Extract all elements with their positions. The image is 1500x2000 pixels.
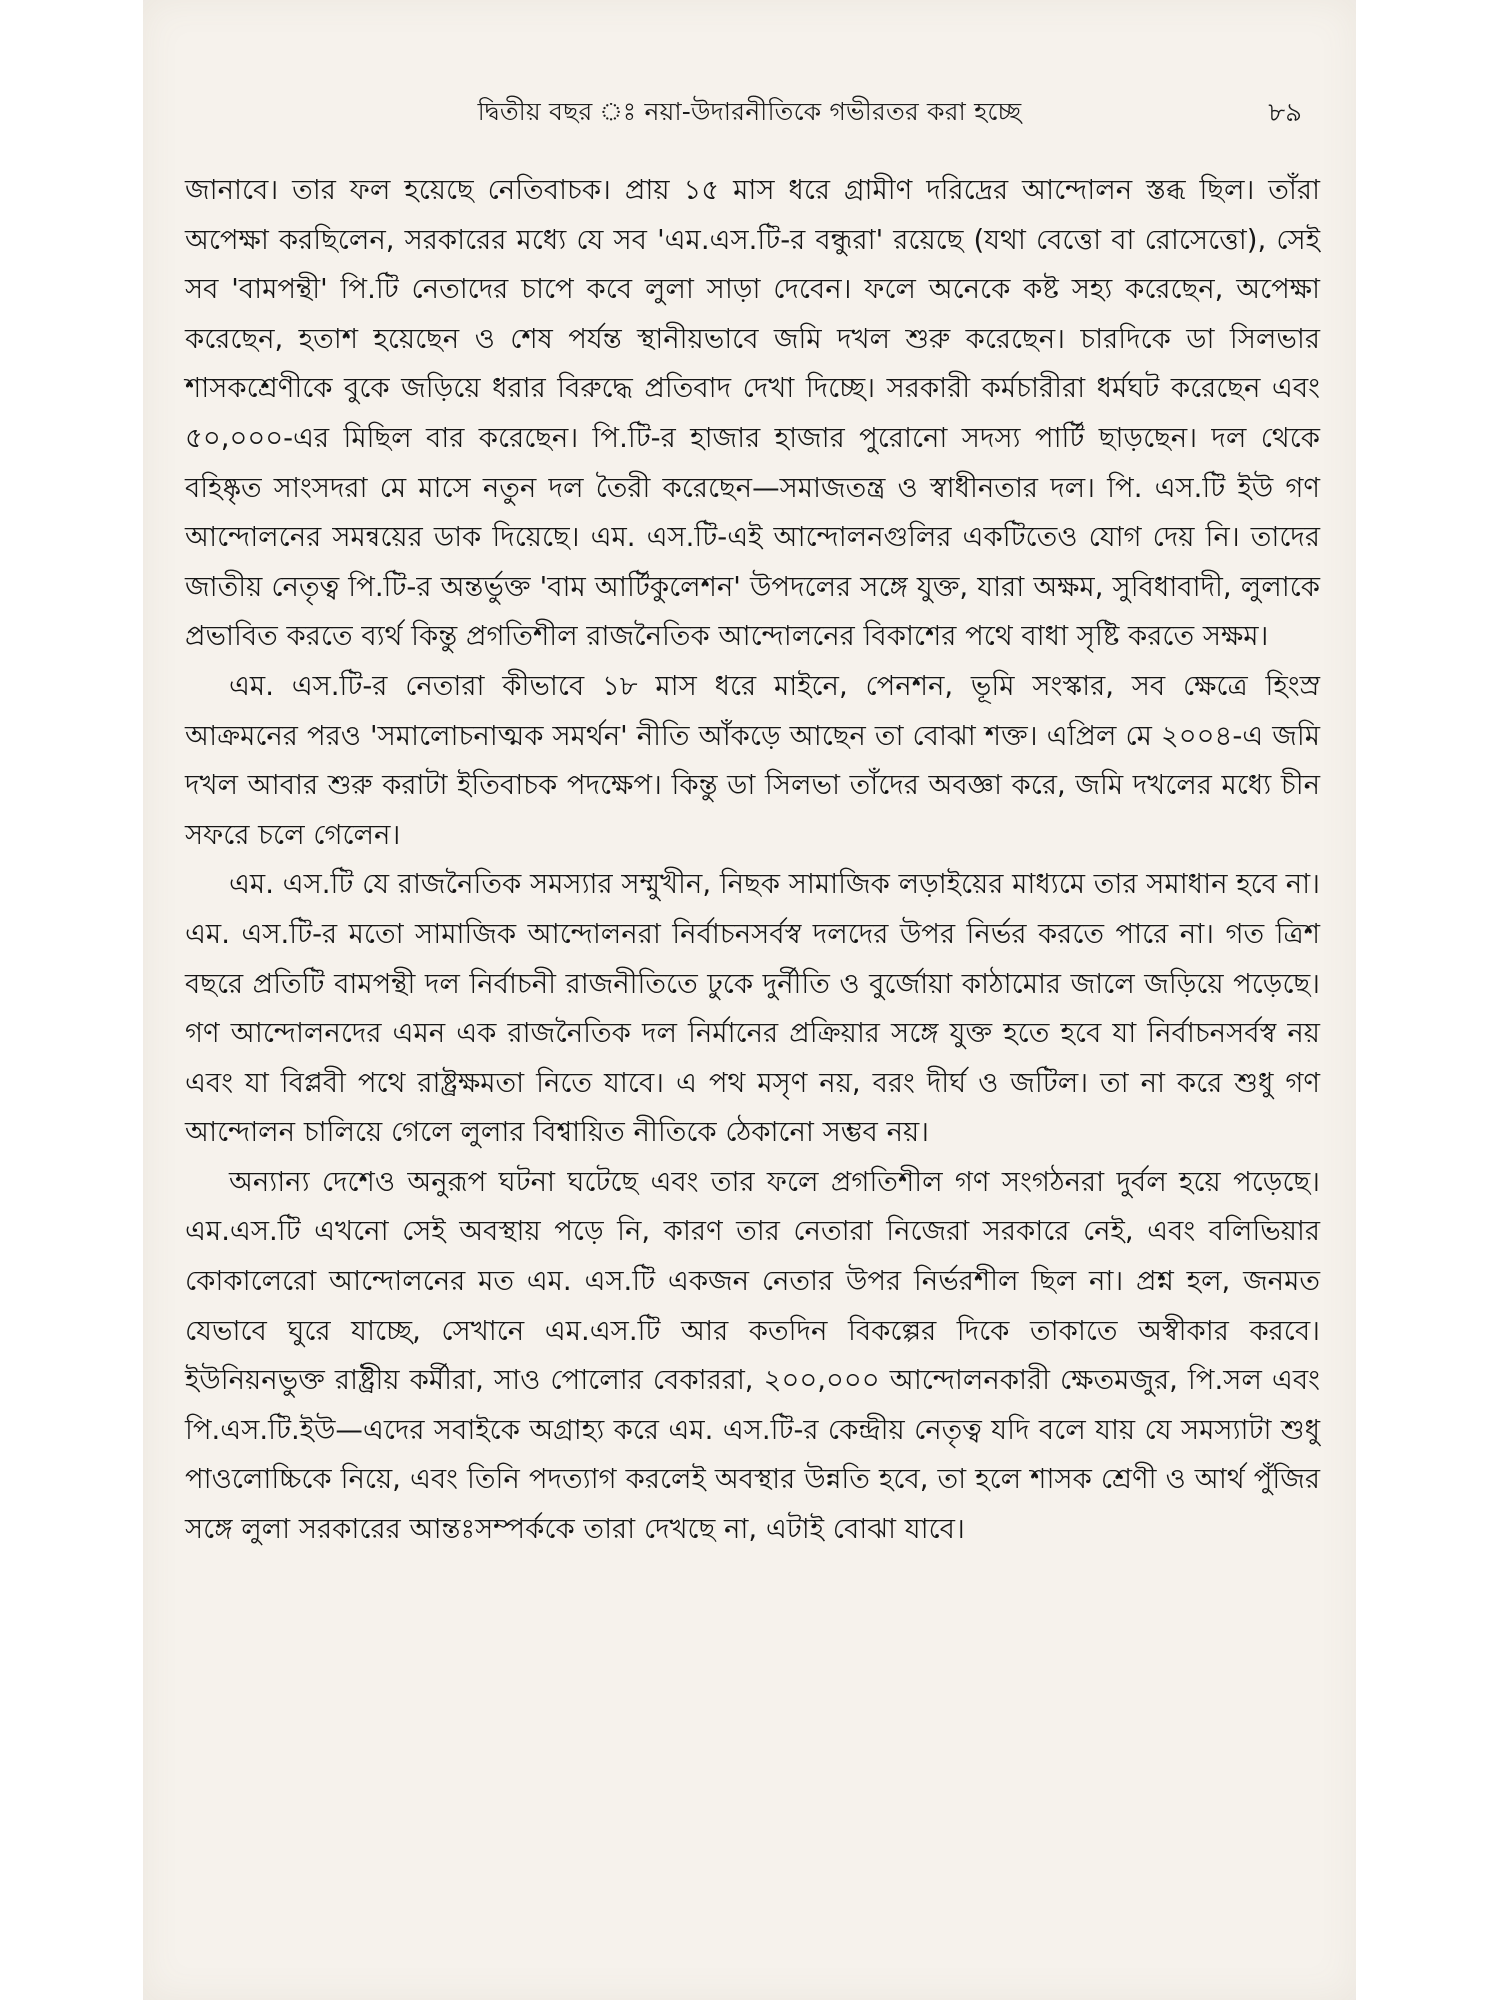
- paragraph-4: অন্যান্য দেশেও অনুরূপ ঘটনা ঘটেছে এবং তার ফলে প্রগতিশীল গণ সংগঠনরা দুর্বল হয়ে পড়েছে। এম.এস.টি এখনো সেই অবস্থায় পড়ে নি, কারণ তার নেতারা নিজেরা সরকারে নেই, এবং বলিভিয়ার কোকালেরো আন্দোলনের মত এম. এস.টি একজন নেতার উপর নির্ভরশীল ছিল না। প্রশ্ন হল, জনমত যেভাবে ঘুরে যাচ্ছে, সেখানে এম.এস.টি আর কতদিন বিকল্পের দিকে তাকাতে অস্বীকার করবে। ইউনিয়নভুক্ত রাষ্ট্রীয় কর্মীরা, সাও পোলোর বেকাররা, ২০০,০০০ আন্দোলনকারী ক্ষেতমজুর, পি.সল এবং পি.এস.টি.ইউ—এদের সবাইকে অগ্রাহ্য করে এম. এস.টি-র কেন্দ্রীয় নেতৃত্ব যদি বলে যায় যে সমস্যাটা শুধু পাওলোচ্চিকে নিয়ে, এবং তিনি পদত্যাগ করলেই অবস্থার উন্নতি হবে, তা হলে শাসক শ্রেণী ও আর্থ পুঁজির সঙ্গে লুলা সরকারের আন্তঃসম্পর্ককে তারা দেখছে না, এটাই বোঝা যাবে।: [185, 1165, 1320, 1546]
- running-head: [143, 92, 1356, 132]
- running-title: দ্বিতীয় বছর ঃ নয়া-উদারনীতিকে গভীরতর করা হচ্ছে: [477, 97, 1022, 126]
- body-text: [185, 166, 1320, 1555]
- paragraph-2: এম. এস.টি-র নেতারা কীভাবে ১৮ মাস ধরে মাইনে, পেনশন, ভূমি সংস্কার, সব ক্ষেত্রে হিংস্র আক্রমনের পরও 'সমালোচনাত্মক সমর্থন' নীতি আঁকড়ে আছেন তা বোঝা শক্ত। এপ্রিল মে ২০০৪-এ জমি দখল আবার শুরু করাটা ইতিবাচক পদক্ষেপ। কিন্তু ডা সিলভা তাঁদের অবজ্ঞা করে, জমি দখলের মধ্যে চীন সফরে চলে গেলেন।: [185, 669, 1320, 851]
- page-number: ৮৯: [1268, 98, 1302, 128]
- paragraph-1: জানাবে। তার ফল হয়েছে নেতিবাচক। প্রায় ১৫ মাস ধরে গ্রামীণ দরিদ্রের আন্দোলন স্তব্ধ ছিল। তাঁরা অপেক্ষা করছিলেন, সরকারের মধ্যে যে সব 'এম.এস.টি-র বন্ধুরা' রয়েছে (যথা বেত্তো বা রোসেত্তো), সেই সব 'বামপন্থী' পি.টি নেতাদের চাপে কবে লুলা সাড়া দেবেন। ফলে অনেকে কষ্ট সহ্য করেছেন, অপেক্ষা করেছেন, হতাশ হয়েছেন ও শেষ পর্যন্ত স্থানীয়ভাবে জমি দখল শুরু করেছেন। চারদিকে ডা সিলভার শাসকশ্রেণীকে বুকে জড়িয়ে ধরার বিরুদ্ধে প্রতিবাদ দেখা দিচ্ছে। সরকারী কর্মচারীরা ধর্মঘট করেছেন এবং ৫০,০০০-এর মিছিল বার করেছেন। পি.টি-র হাজার হাজার পুরোনো সদস্য পার্টি ছাড়ছেন। দল থেকে বহিষ্কৃত সাংসদরা মে মাসে নতুন দল তৈরী করেছেন—সমাজতন্ত্র ও স্বাধীনতার দল। পি. এস.টি ইউ গণ আন্দোলনের সমন্বয়ের ডাক দিয়েছে। এম. এস.টি-এই আন্দোলনগুলির একটিতেও যোগ দেয় নি। তাদের জাতীয় নেতৃত্ব পি.টি-র অন্তর্ভুক্ত 'বাম আর্টিকুলেশন' উপদলের সঙ্গে যুক্ত, যারা অক্ষম, সুবিধাবাদী, লুলাকে প্রভাবিত করতে ব্যর্থ কিন্তু প্রগতিশীল রাজনৈতিক আন্দোলনের বিকাশের পথে বাধা সৃষ্টি করতে সক্ষম।: [185, 174, 1320, 653]
- book-page: [143, 0, 1356, 2000]
- paragraph-3: এম. এস.টি যে রাজনৈতিক সমস্যার সম্মুখীন, নিছক সামাজিক লড়াইয়ের মাধ্যমে তার সমাধান হবে না। এম. এস.টি-র মতো সামাজিক আন্দোলনরা নির্বাচনসর্বস্ব দলদের উপর নির্ভর করতে পারে না। গত ত্রিশ বছরে প্রতিটি বামপন্থী দল নির্বাচনী রাজনীতিতে ঢুকে দুর্নীতি ও বুর্জোয়া কাঠামোর জালে জড়িয়ে পড়েছে। গণ আন্দোলনদের এমন এক রাজনৈতিক দল নির্মানের প্রক্রিয়ার সঙ্গে যুক্ত হতে হবে যা নির্বাচনসর্বস্ব নয় এবং যা বিপ্লবী পথে রাষ্ট্রক্ষমতা নিতে যাবে। এ পথ মসৃণ নয়, বরং দীর্ঘ ও জটিল। তা না করে শুধু গণ আন্দোলন চালিয়ে গেলে লুলার বিশ্বায়িত নীতিকে ঠেকানো সম্ভব নয়।: [185, 868, 1320, 1149]
